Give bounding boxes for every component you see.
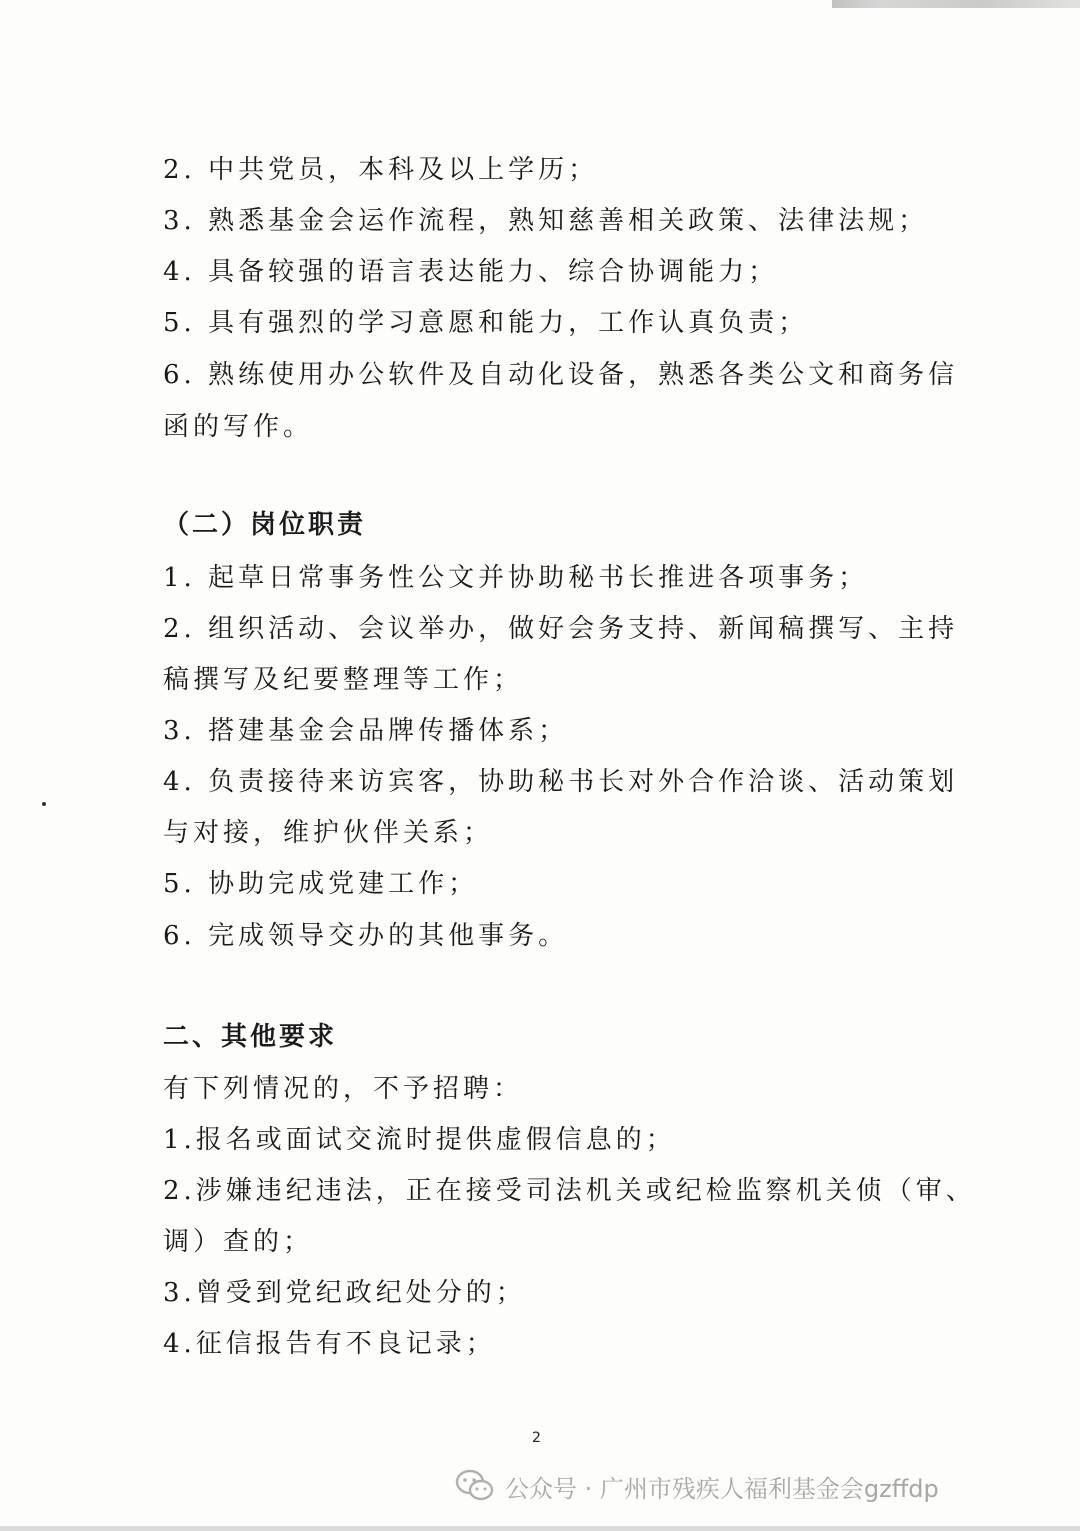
other-item-1: 1.报名或面试交流时提供虚假信息的； — [163, 1125, 676, 1155]
qualification-item-4: 4. 具备较强的语言表达能力、综合协调能力； — [163, 257, 779, 287]
other-item-4: 4.征信报告有不良记录； — [163, 1329, 496, 1359]
duty-item-6: 6. 完成领导交办的其他事务。 — [163, 921, 569, 951]
qualification-item-5: 5. 具有强烈的学习意愿和能力，工作认真负责； — [163, 308, 809, 338]
qualification-item-6-cont: 函的写作。 — [163, 412, 314, 442]
watermark — [455, 1466, 939, 1506]
duty-item-3: 3. 搭建基金会品牌传播体系； — [163, 716, 569, 746]
duty-item-5: 5. 协助完成党建工作； — [163, 869, 479, 899]
wechat-icon — [455, 1469, 495, 1503]
duties-heading: （二）岗位职责 — [163, 510, 367, 540]
watermark-text: 公众号 · 广州市残疾人福利基金会gzffdp — [505, 1474, 939, 1503]
scan-bottom-edge — [0, 1526, 1080, 1531]
duty-item-4-cont: 与对接，维护伙伴关系； — [163, 818, 494, 848]
qualification-item-3: 3. 熟悉基金会运作流程，熟知慈善相关政策、法律法规； — [163, 206, 929, 236]
duty-item-2: 2. 组织活动、会议举办，做好会务支持、新闻稿撰写、主持 — [163, 614, 959, 644]
scan-top-edge — [832, 0, 1080, 8]
page-number: 2 — [532, 1430, 541, 1446]
other-requirements-heading: 二、其他要求 — [163, 1022, 338, 1052]
other-requirements-intro: 有下列情况的，不予招聘： — [163, 1074, 524, 1104]
duty-item-4: 4. 负责接待来访宾客，协助秘书长对外合作洽谈、活动策划 — [163, 767, 959, 797]
other-item-2-cont: 调）查的； — [163, 1227, 314, 1257]
other-item-3: 3.曾受到党纪政纪处分的； — [163, 1278, 526, 1308]
duty-item-2-cont: 稿撰写及纪要整理等工作； — [163, 665, 524, 695]
duty-item-1: 1. 起草日常事务性公文并协助秘书长推进各项事务； — [163, 563, 869, 593]
scan-speck — [42, 802, 46, 806]
other-item-2: 2.涉嫌违纪违法，正在接受司法机关或纪检监察机关侦（审、 — [163, 1176, 976, 1206]
qualification-item-6: 6. 熟练使用办公软件及自动化设备，熟悉各类公文和商务信 — [163, 360, 959, 390]
qualification-item-2: 2. 中共党员，本科及以上学历； — [163, 155, 599, 185]
